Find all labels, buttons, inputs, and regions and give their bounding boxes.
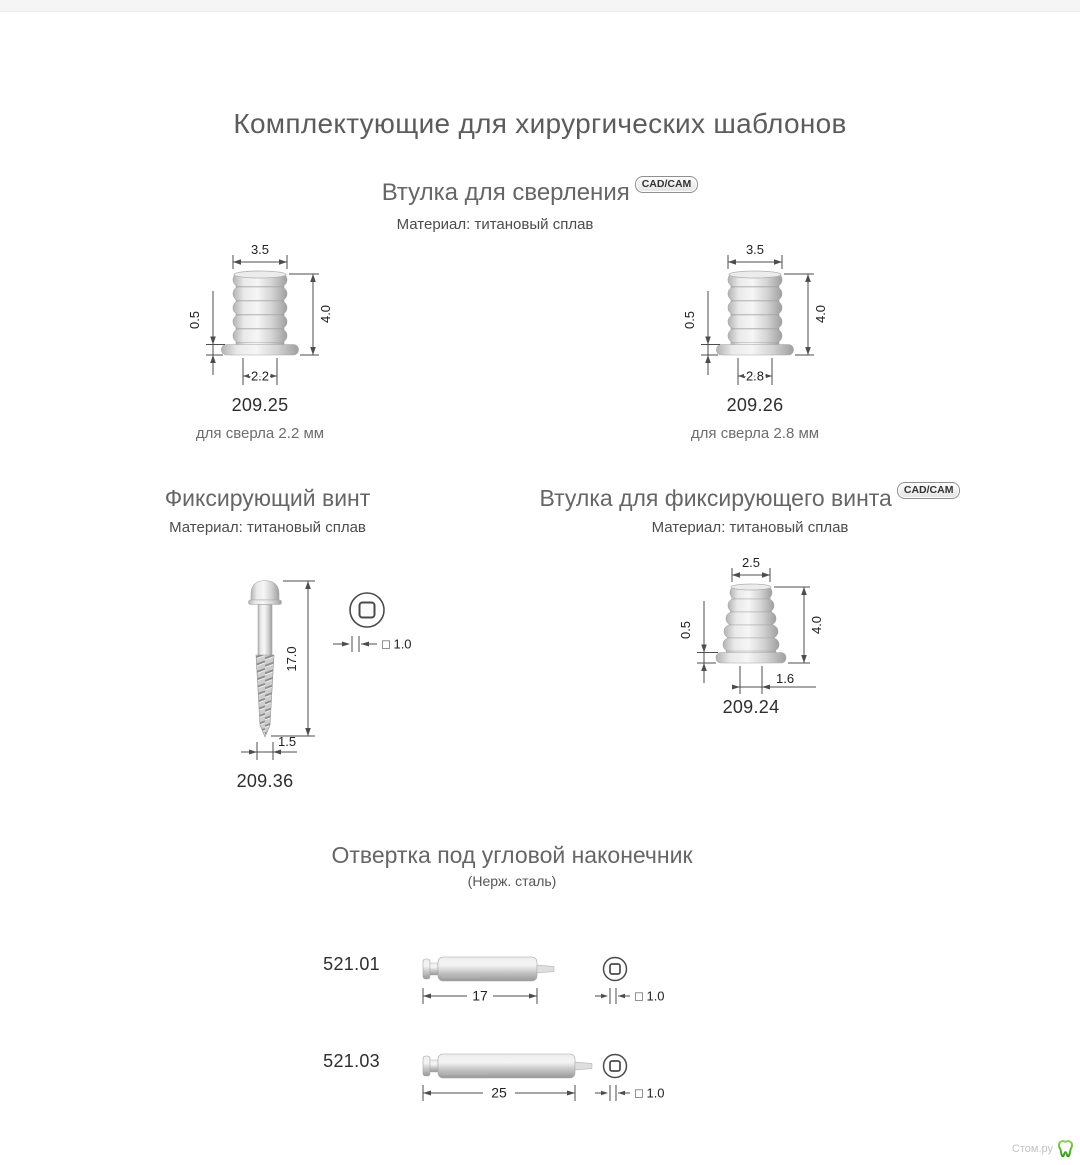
svg-text:4.0: 4.0	[317, 304, 333, 324]
fix-screw-diagram	[205, 570, 420, 770]
product-code: 209.24	[722, 697, 780, 717]
svg-text:17: 17	[472, 987, 488, 1004]
product-209-25	[130, 243, 390, 442]
svg-text:2.2: 2.2	[250, 368, 269, 384]
watermark-text: Стом.ру	[1011, 1142, 1053, 1155]
product-caption: для сверла 2.2 мм	[195, 425, 325, 442]
watermark	[1012, 1139, 1075, 1158]
svg-text:4.0: 4.0	[812, 304, 828, 324]
svg-text:17.0: 17.0	[284, 646, 299, 672]
section-material: Материал: титановый сплав	[396, 216, 594, 233]
svg-text:1.6: 1.6	[776, 671, 795, 686]
section-title: Втулка для фиксирующего винта	[539, 485, 892, 511]
section-drill-sleeve-header	[0, 179, 1080, 207]
product-code: 209.36	[236, 771, 294, 791]
cadcam-badge: CAD/CAM	[635, 176, 699, 193]
svg-text:□ 1.0: □ 1.0	[635, 1085, 665, 1101]
driver-end-view-icon	[604, 1055, 627, 1078]
svg-text:3.5: 3.5	[745, 243, 764, 257]
svg-text:□ 1.0: □ 1.0	[382, 636, 412, 652]
product-code: 209.25	[231, 395, 289, 415]
tooth-logo-icon	[1056, 1139, 1075, 1158]
section-fix-sleeve-header	[420, 485, 1080, 536]
driver-diagram-17	[405, 944, 695, 1008]
section-material: Материал: титановый сплав	[651, 519, 849, 536]
fix-sleeve-diagram	[664, 556, 839, 711]
top-strip	[0, 0, 1080, 12]
product-caption: для сверла 2.8 мм	[690, 425, 820, 442]
drill-sleeve-diagram-2.2	[173, 243, 348, 393]
driver-diagram-25	[405, 1041, 695, 1105]
svg-text:2.8: 2.8	[745, 368, 764, 384]
svg-text:0.5: 0.5	[186, 310, 202, 330]
section-material: Материал: титановый сплав	[169, 519, 366, 536]
drill-sleeve-diagram-2.8	[668, 243, 843, 393]
section-material: (Нерж. сталь)	[467, 873, 557, 889]
svg-text:0.5: 0.5	[681, 310, 697, 330]
product-209-26	[625, 243, 885, 442]
svg-text:4.0: 4.0	[809, 615, 824, 635]
product-code: 521.03	[323, 1051, 380, 1071]
cadcam-badge: CAD/CAM	[897, 482, 961, 499]
section-title: Фиксирующий винт	[164, 485, 371, 511]
driver-end-view-icon	[604, 958, 627, 981]
page-title: Комплектующие для хирургических шаблонов	[233, 108, 847, 139]
svg-text:3.5: 3.5	[250, 243, 269, 257]
svg-text:25: 25	[491, 1084, 507, 1101]
svg-text:0.5: 0.5	[678, 620, 693, 640]
svg-text:1.5: 1.5	[278, 734, 297, 749]
section-title: Отвертка под угловой наконечник	[331, 842, 693, 868]
product-code: 209.26	[726, 395, 784, 415]
section-title: Втулка для сверления	[381, 179, 630, 206]
svg-text:□ 1.0: □ 1.0	[635, 988, 665, 1004]
svg-text:2.5: 2.5	[741, 556, 761, 570]
section-driver-header	[0, 842, 1024, 889]
product-code: 521.01	[323, 954, 380, 974]
